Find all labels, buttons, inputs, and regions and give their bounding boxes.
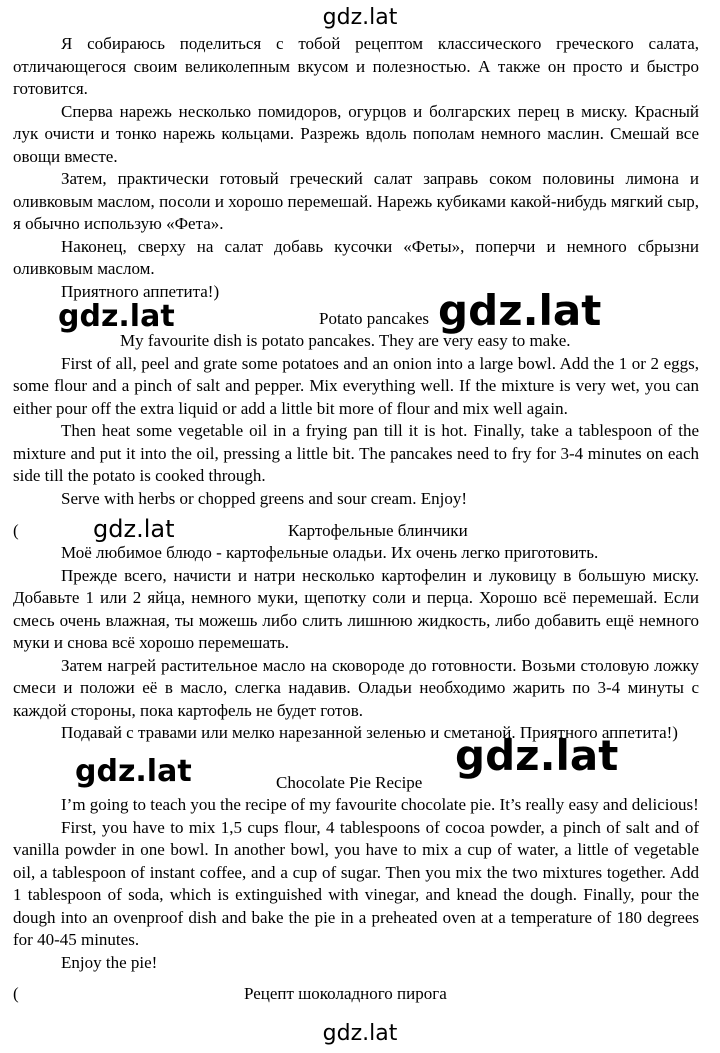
section-title-chocolate-pie: Chocolate Pie Recipe bbox=[276, 773, 423, 792]
watermark: gdz.lat bbox=[455, 731, 619, 780]
paragraph: Затем нагрей растительное масло на сковороде до готовности. Возьми столовую ложку смеси и положи её в масло, слегка надавив. Оладьи необходимо жарить по 3-4 минуты с каждой стороны, пока картофель не будет готов. bbox=[13, 655, 699, 720]
paragraph: Serve with herbs or chopped greens and sour cream. Enjoy! bbox=[61, 488, 467, 508]
paragraph: Then heat some vegetable oil in a frying pan till it is hot. Finally, take a tablespoon of the mixture and put it into the oil, pressing a little bit. The pancakes need to fry for 3-4 minutes on each side till the potato is cooked through. bbox=[13, 421, 699, 485]
paragraph: Наконец, сверху на салат добавь кусочки «Феты», поперчи и немного сбрызни оливковым маслом. bbox=[13, 236, 699, 278]
open-parenthesis: ( bbox=[13, 521, 19, 540]
paragraph: My favourite dish is potato pancakes. They are very easy to make. bbox=[120, 331, 571, 350]
paragraph: Прежде всего, начисти и натри несколько картофелин и луковицу в большую миску. Добавьте 1 или 2 яйца, немного муки, щепотку соли и перца. Хорошо всё перемешай. Если смесь очень влажная, ты можешь либо слить лишнюю жидкость, либо добавить ещё немного муки и снова всё хорошо перемешать. bbox=[13, 565, 699, 652]
watermark: gdz.lat bbox=[58, 299, 175, 334]
chocolate-pie-text bbox=[13, 794, 699, 974]
paragraph: Затем, практически готовый греческий салат заправь соком половины лимона и оливковым маслом, посоли и хорошо перемешай. Нарежь кубиками какой-нибудь мягкий сыр, я обычно использую «Фета». bbox=[13, 169, 699, 233]
watermark-top: gdz.lat bbox=[322, 5, 398, 30]
paragraph: I’m going to teach you the recipe of my favourite chocolate pie. It’s really easy and delicious! bbox=[61, 795, 699, 814]
paragraph: Моё любимое блюдо - картофельные оладьи. Их очень легко приготовить. bbox=[61, 543, 599, 562]
paragraph: Enjoy the pie! bbox=[61, 952, 158, 972]
paragraph: Подавай с травами или мелко нарезанной зеленью и сметаной. Приятного аппетита!) bbox=[61, 723, 678, 742]
paragraph: First of all, peel and grate some potatoes and an onion into a large bowl. Add the 1 or 2 eggs, some flour and a pinch of salt and pepper. Mix everything well. If the mixture is very wet, you can either pour off the extra liquid or add a little bit more of flour and mix well again. bbox=[13, 353, 699, 418]
watermark: gdz.lat bbox=[75, 754, 192, 789]
greek-salad-text bbox=[13, 33, 699, 303]
potato-pancakes-text bbox=[13, 330, 699, 510]
watermark-bottom: gdz.lat bbox=[322, 1021, 398, 1046]
paragraph: Сперва нарежь несколько помидоров, огурцов и болгарских перец в миску. Красный лук очисти и тонко нарежь кольцами. Разрежь вдоль пополам немного маслин. Смешай все овощи вместе. bbox=[13, 101, 699, 166]
paragraph: Приятного аппетита!) bbox=[61, 281, 220, 301]
section-title-recept-pie: Рецепт шоколадного пирога bbox=[244, 984, 447, 1003]
paragraph: First, you have to mix 1,5 cups flour, 4 tablespoons of cocoa powder, a pinch of salt and of vanilla powder in one bowl. In another bowl, you have to mix a cup of water, a little of vegetable oil, a tablespoon of instant coffee, and a cup of sugar. Then you mix the two mixtures together. Add 1 tablespoon of soda, which is extinguished with vinegar, and knead the dough. Finally, pour the dough into an ovenproof dish and bake the pie in a preheated oven at a temperature of 180 degrees for 40-45 minutes. bbox=[13, 817, 699, 949]
section-title-potato-pancakes: Potato pancakes bbox=[319, 309, 429, 328]
watermark: gdz.lat bbox=[93, 515, 175, 543]
kartofelnye-blinchiki-text bbox=[13, 542, 699, 745]
paragraph: Я собираюсь поделиться с тобой рецептом классического греческого салата, отличающегося своим великолепным вкусом и полезностью. А также он просто и быстро готовится. bbox=[13, 34, 699, 98]
section-title-kartofelnye-blinchiki: Картофельные блинчики bbox=[288, 521, 468, 540]
open-parenthesis: ( bbox=[13, 984, 19, 1003]
watermark: gdz.lat bbox=[438, 286, 602, 335]
